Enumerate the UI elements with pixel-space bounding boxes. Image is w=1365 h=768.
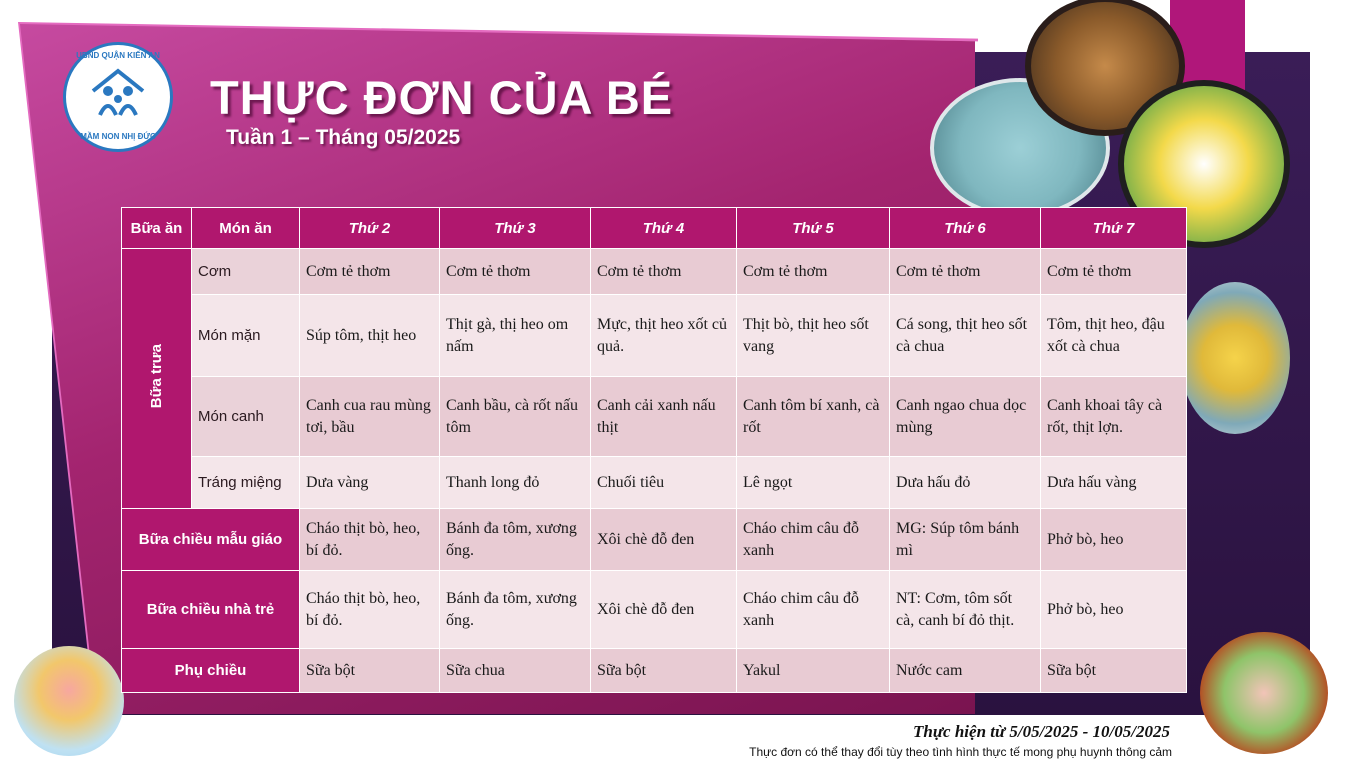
- page-title: THỰC ĐƠN CỦA BÉ: [210, 71, 674, 124]
- menu-cell: Sữa bột: [300, 649, 440, 693]
- table-row: [122, 377, 1187, 457]
- menu-cell: Cơm tẻ thơm: [440, 249, 591, 295]
- family-icon: [88, 63, 148, 123]
- menu-cell: Cháo thịt bò, heo, bí đỏ.: [300, 509, 440, 571]
- menu-cell: Canh tôm bí xanh, cà rốt: [737, 377, 890, 457]
- header-day: Thứ 2: [300, 208, 440, 249]
- table-row: [122, 509, 1187, 571]
- page-subtitle: Tuần 1 – Tháng 05/2025: [226, 126, 461, 149]
- menu-cell: Canh cua rau mùng tơi, bầu: [300, 377, 440, 457]
- meal-lunch-label: Bữa trưa: [148, 344, 165, 409]
- menu-cell: Yakul: [737, 649, 890, 693]
- menu-cell: Xôi chè đỗ đen: [591, 509, 737, 571]
- menu-cell: Nước cam: [890, 649, 1041, 693]
- note-text: Thực đơn có thể thay đổi tùy theo tình hình thực tế mong phụ huynh thông cảm: [749, 745, 1172, 759]
- dish-label: Món canh: [192, 377, 300, 457]
- table-row: [122, 649, 1187, 693]
- menu-cell: Lê ngọt: [737, 457, 890, 509]
- menu-cell: Cháo chim câu đỗ xanh: [737, 571, 890, 649]
- meal-lunch-cell: [122, 249, 192, 509]
- menu-cell: Canh cải xanh nấu thịt: [591, 377, 737, 457]
- table-header-row: [122, 208, 1187, 249]
- dish-label: Tráng miệng: [192, 457, 300, 509]
- menu-cell: Thịt gà, thị heo om nấm: [440, 295, 591, 377]
- menu-cell: Sữa chua: [440, 649, 591, 693]
- menu-cell: Chuối tiêu: [591, 457, 737, 509]
- menu-cell: Thịt bò, thịt heo sốt vang: [737, 295, 890, 377]
- menu-cell: Cơm tẻ thơm: [591, 249, 737, 295]
- logo-school-text: UBND QUẬN KIẾN AN: [76, 51, 160, 60]
- header-dish: Món ăn: [192, 208, 300, 249]
- menu-cell: NT: Cơm, tôm sốt cà, canh bí đỏ thịt.: [890, 571, 1041, 649]
- menu-cell: Súp tôm, thịt heo: [300, 295, 440, 377]
- menu-cell: Bánh đa tôm, xương ống.: [440, 571, 591, 649]
- table-row: [122, 295, 1187, 377]
- meal-afternoon-kg-label: Bữa chiều mẫu giáo: [122, 509, 300, 571]
- table-row: [122, 571, 1187, 649]
- menu-cell: Mực, thịt heo xốt củ quả.: [591, 295, 737, 377]
- menu-cell: Phở bò, heo: [1041, 509, 1187, 571]
- period-text: Thực hiện từ 5/05/2025 - 10/05/2025: [913, 722, 1170, 741]
- table-row: [122, 457, 1187, 509]
- menu-cell: Cơm tẻ thơm: [737, 249, 890, 295]
- menu-cell: Dưa hấu đỏ: [890, 457, 1041, 509]
- menu-cell: Sữa bột: [591, 649, 737, 693]
- menu-cell: Sữa bột: [1041, 649, 1187, 693]
- menu-cell: Dưa hấu vàng: [1041, 457, 1187, 509]
- menu-cell: Cơm tẻ thơm: [300, 249, 440, 295]
- logo-school-name: MẦM NON NHỊ ĐỨC: [80, 132, 156, 141]
- menu-cell: Phở bò, heo: [1041, 571, 1187, 649]
- menu-cell: Cháo thịt bò, heo, bí đỏ.: [300, 571, 440, 649]
- menu-cell: Canh ngao chua dọc mùng: [890, 377, 1041, 457]
- menu-cell: Cơm tẻ thơm: [890, 249, 1041, 295]
- menu-cell: Canh khoai tây cà rốt, thịt lợn.: [1041, 377, 1187, 457]
- meal-afternoon-nursery-label: Bữa chiều nhà trẻ: [122, 571, 300, 649]
- menu-cell: Xôi chè đỗ đen: [591, 571, 737, 649]
- school-logo: [63, 42, 173, 152]
- menu-cell: Tôm, thịt heo, đậu xốt cà chua: [1041, 295, 1187, 377]
- header-day: Thứ 5: [737, 208, 890, 249]
- menu-cell: Cháo chim câu đỗ xanh: [737, 509, 890, 571]
- ice-cream-image: [14, 646, 124, 756]
- table-row: [122, 249, 1187, 295]
- header-meal: Bữa ăn: [122, 208, 192, 249]
- menu-cell: Cá song, thịt heo sốt cà chua: [890, 295, 1041, 377]
- header-day: Thứ 7: [1041, 208, 1187, 249]
- food-plate-image-5: [1200, 632, 1328, 754]
- dish-label: Món mặn: [192, 295, 300, 377]
- menu-cell: Cơm tẻ thơm: [1041, 249, 1187, 295]
- food-plate-image-4: [1180, 282, 1290, 434]
- menu-cell: Thanh long đỏ: [440, 457, 591, 509]
- dish-label: Cơm: [192, 249, 300, 295]
- menu-cell: Bánh đa tôm, xương ống.: [440, 509, 591, 571]
- menu-cell: Canh bầu, cà rốt nấu tôm: [440, 377, 591, 457]
- header-day: Thứ 3: [440, 208, 591, 249]
- meal-snack-label: Phụ chiều: [122, 649, 300, 693]
- menu-cell: MG: Súp tôm bánh mì: [890, 509, 1041, 571]
- menu-table: [121, 207, 1187, 693]
- header-day: Thứ 4: [591, 208, 737, 249]
- menu-cell: Dưa vàng: [300, 457, 440, 509]
- header-day: Thứ 6: [890, 208, 1041, 249]
